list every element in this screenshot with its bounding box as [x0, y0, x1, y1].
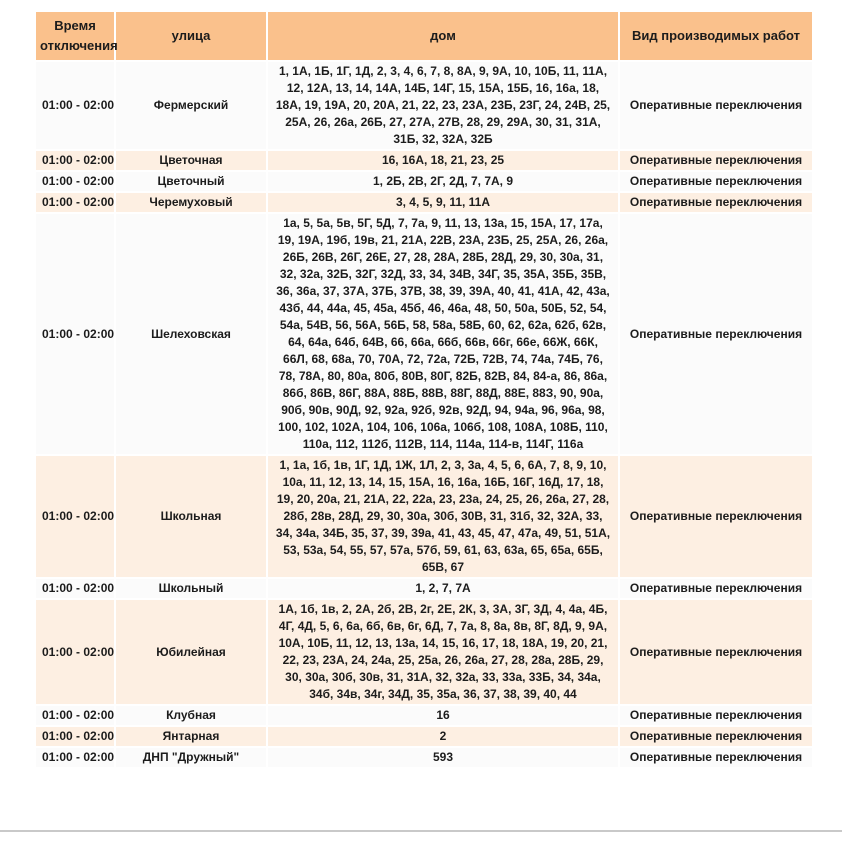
- outage-time: 01:00 - 02:00: [35, 726, 115, 747]
- street-name: Янтарная: [115, 726, 267, 747]
- house-numbers: 2: [267, 726, 619, 747]
- street-name: ДНП "Дружный": [115, 747, 267, 768]
- street-name: Юбилейная: [115, 599, 267, 705]
- work-type: Оперативные переключения: [619, 455, 813, 578]
- work-type: Оперативные переключения: [619, 150, 813, 171]
- outage-time: 01:00 - 02:00: [35, 171, 115, 192]
- table-row: [35, 192, 813, 213]
- table-row: [35, 747, 813, 768]
- work-type: Оперативные переключения: [619, 705, 813, 726]
- work-type: Оперативные переключения: [619, 726, 813, 747]
- street-name: Клубная: [115, 705, 267, 726]
- table-row: [35, 171, 813, 192]
- outage-time: 01:00 - 02:00: [35, 599, 115, 705]
- outage-time: 01:00 - 02:00: [35, 455, 115, 578]
- house-numbers: 1, 2, 7, 7А: [267, 578, 619, 599]
- work-type: Оперативные переключения: [619, 213, 813, 455]
- street-name: Цветочная: [115, 150, 267, 171]
- street-name: Шелеховская: [115, 213, 267, 455]
- outage-time: 01:00 - 02:00: [35, 705, 115, 726]
- outage-schedule-page: [0, 10, 842, 842]
- house-numbers: 1, 1а, 1б, 1в, 1Г, 1Д, 1Ж, 1Л, 2, 3, 3а, 4, 5, 6, 6А, 7, 8, 9, 10, 10а, 11, 12, 13, 14, 15, 15А, 16, 16а, 16Б, 16Г, 16Д, 17, 18, 19, 20, 20а, 21, 21А, 22, 22а, 23, 23а, 24, 25, 26, 26а, 27, 28, 28б, 28в, 28Д, 29, 30, 30а, 30б, 30В, 31, 31б, 32, 32А, 33, 34, 34а, 34Б, 35, 37, 39, 39а, 41, 43, 45, 47, 47а, 49, 51, 51А, 53, 53а, 54, 55, 57, 57а, 57б, 59, 61, 63, 63а, 65, 65а, 65Б, 65В, 67: [267, 455, 619, 578]
- bottom-divider: [0, 830, 842, 832]
- work-type: Оперативные переключения: [619, 599, 813, 705]
- street-name: Школьный: [115, 578, 267, 599]
- house-numbers: 1, 2Б, 2В, 2Г, 2Д, 7, 7А, 9: [267, 171, 619, 192]
- work-type: Оперативные переключения: [619, 171, 813, 192]
- street-name: Цветочный: [115, 171, 267, 192]
- work-type: Оперативные переключения: [619, 747, 813, 768]
- outage-time: 01:00 - 02:00: [35, 578, 115, 599]
- house-numbers: 593: [267, 747, 619, 768]
- outage-time: 01:00 - 02:00: [35, 150, 115, 171]
- table-row: [35, 705, 813, 726]
- table-row: [35, 61, 813, 150]
- outage-time: 01:00 - 02:00: [35, 213, 115, 455]
- table-row: [35, 726, 813, 747]
- header-house: дом: [267, 11, 619, 61]
- work-type: Оперативные переключения: [619, 578, 813, 599]
- table-row: [35, 599, 813, 705]
- house-numbers: 16: [267, 705, 619, 726]
- house-numbers: 16, 16А, 18, 21, 23, 25: [267, 150, 619, 171]
- table-row: [35, 578, 813, 599]
- work-type: Оперативные переключения: [619, 61, 813, 150]
- street-name: Школьная: [115, 455, 267, 578]
- table-row: [35, 150, 813, 171]
- house-numbers: 1, 1А, 1Б, 1Г, 1Д, 2, 3, 4, 6, 7, 8, 8А, 9, 9А, 10, 10Б, 11, 11А, 12, 12А, 13, 14, 14А, 14Б, 14Г, 15, 15А, 15Б, 16, 16а, 18, 18А, 19, 19А, 20, 20А, 21, 22, 23, 23А, 23Б, 23Г, 24, 24В, 25, 25А, 26, 26а, 26Б, 27, 27А, 27В, 28, 29, 29А, 30, 31, 31А, 31Б, 32, 32А, 32Б: [267, 61, 619, 150]
- table-row: [35, 213, 813, 455]
- street-name: Фермерский: [115, 61, 267, 150]
- house-numbers: 1А, 1б, 1в, 2, 2А, 2б, 2В, 2г, 2Е, 2К, 3, 3А, 3Г, 3Д, 4, 4а, 4Б, 4Г, 4Д, 5, 6, 6а, 6б, 6в, 6г, 6Д, 7, 7а, 8, 8а, 8в, 8Г, 8Д, 9, 9А, 10А, 10Б, 11, 12, 13, 13а, 14, 15, 16, 17, 18, 18А, 19, 20, 21, 22, 23, 23А, 24, 24а, 25, 25а, 26, 26а, 27, 28, 28а, 28Б, 29, 30, 30а, 30б, 30в, 31, 31А, 32, 32а, 33, 33а, 33Б, 34, 34а, 34б, 34в, 34г, 34Д, 35, 35а, 36, 37, 38, 39, 40, 44: [267, 599, 619, 705]
- outage-schedule-table: [34, 10, 814, 769]
- street-name: Черемуховый: [115, 192, 267, 213]
- table-row: [35, 455, 813, 578]
- table-header-row: [35, 11, 813, 61]
- house-numbers: 1а, 5, 5а, 5в, 5Г, 5Д, 7, 7а, 9, 11, 13, 13а, 15, 15А, 17, 17а, 19, 19А, 19б, 19в, 21, 21А, 22В, 23А, 23Б, 25, 25А, 26, 26а, 26Б, 26В, 26Г, 26Е, 27, 28, 28А, 28Б, 28Д, 29, 30, 30а, 31, 32, 32а, 32Б, 32Г, 32Д, 33, 34, 34В, 34Г, 35, 35А, 35Б, 35В, 36, 36а, 37, 37А, 37Б, 37В, 38, 39, 39А, 40, 41, 41А, 42, 43а, 43б, 44, 44а, 45, 45а, 45б, 46, 46а, 48, 50, 50а, 50Б, 52, 54, 54а, 54В, 56, 56А, 56Б, 58, 58а, 58Б, 60, 62, 62а, 62б, 62в, 64, 64а, 64б, 64В, 66, 66а, 66б, 66в, 66г, 66е, 66Ж, 66К, 66Л, 68, 68а, 70, 70А, 72, 72а, 72Б, 72В, 74, 74а, 74Б, 76, 78, 78А, 80, 80а, 80б, 80В, 80Г, 82Б, 82В, 84, 84-а, 86, 86а, 86б, 86В, 86Г, 88А, 88Б, 88В, 88Г, 88Д, 88Е, 88З, 90, 90а, 90б, 90в, 90Д, 92, 92а, 92б, 92в, 92Д, 94, 94а, 96, 96а, 98, 100, 102, 102А, 104, 106, 106а, 106б, 108, 108А, 108Б, 110, 110а, 112, 112б, 112В, 114, 114а, 114-в, 114Г, 116а: [267, 213, 619, 455]
- work-type: Оперативные переключения: [619, 192, 813, 213]
- outage-time: 01:00 - 02:00: [35, 747, 115, 768]
- house-numbers: 3, 4, 5, 9, 11, 11А: [267, 192, 619, 213]
- outage-time: 01:00 - 02:00: [35, 192, 115, 213]
- header-outage-time: Время отключения: [35, 11, 115, 61]
- header-work-type: Вид производимых работ: [619, 11, 813, 61]
- outage-time: 01:00 - 02:00: [35, 61, 115, 150]
- header-street: улица: [115, 11, 267, 61]
